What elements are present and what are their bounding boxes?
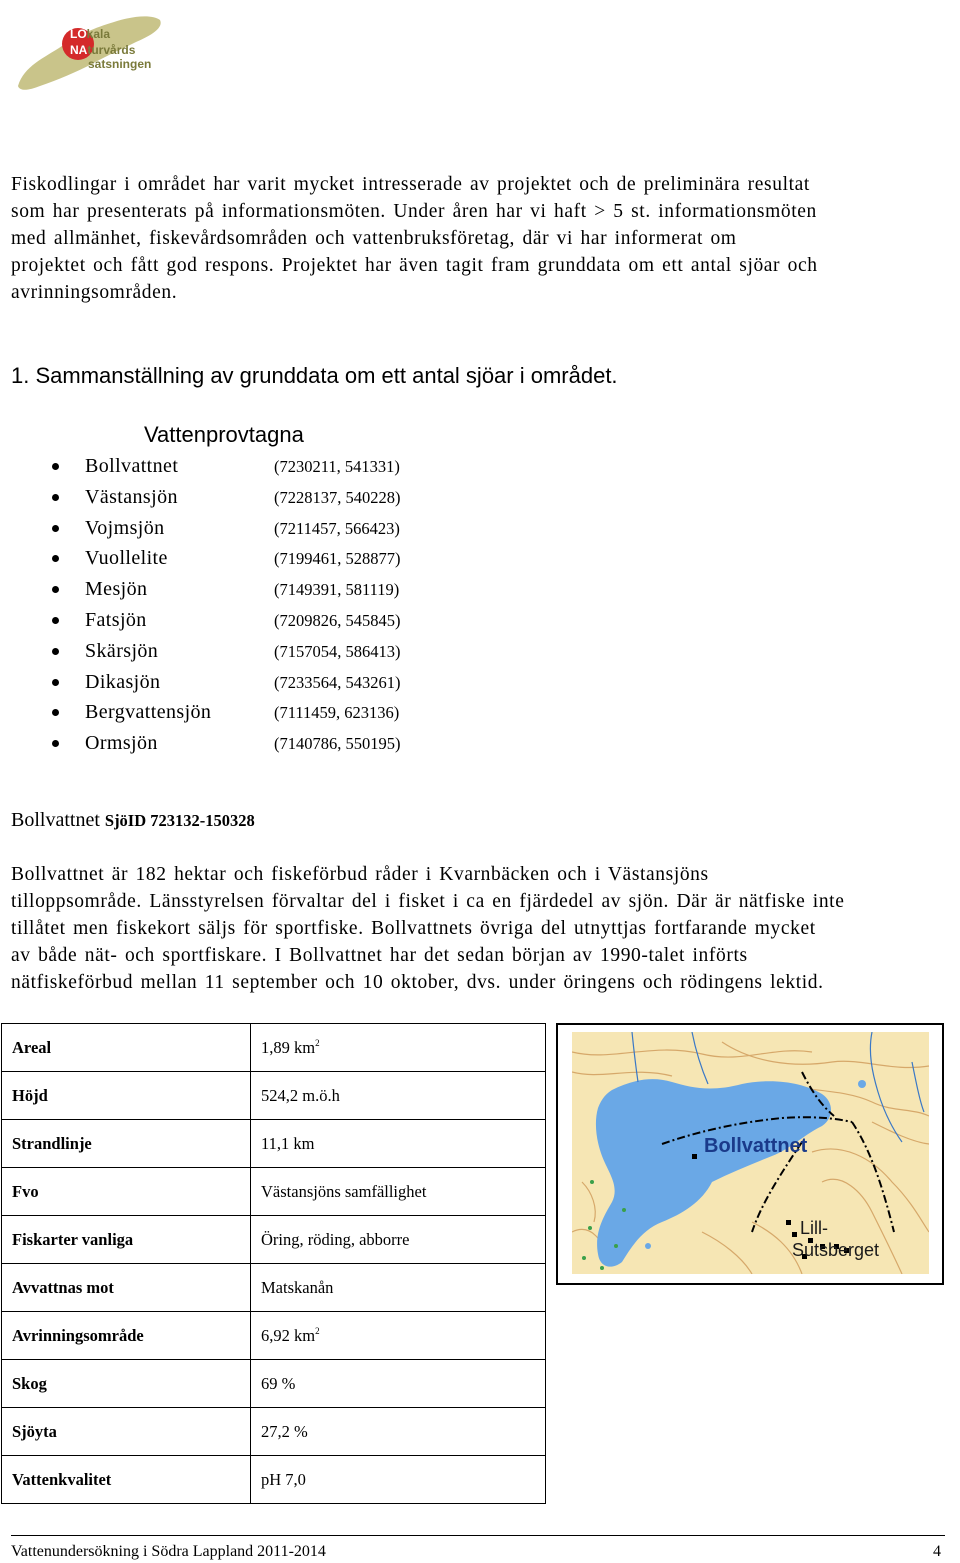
lake-name: Fatsjön bbox=[85, 608, 147, 631]
lake-coords: (7230211, 541331) bbox=[274, 457, 400, 476]
fact-key: Areal bbox=[2, 1024, 251, 1072]
svg-text:NAturvårds bbox=[70, 43, 136, 57]
lokala-naturvards-logo bbox=[14, 6, 164, 94]
table-row bbox=[2, 1120, 546, 1168]
fact-key: Avrinningsområde bbox=[2, 1312, 251, 1360]
map-hill-label-1: Lill- bbox=[800, 1218, 829, 1238]
description-line: Bollvattnet är 182 hektar och fiskeförbud råder i Kvarnbäcken och i Västansjöns bbox=[11, 864, 709, 885]
lake-description bbox=[11, 861, 943, 996]
lake-name: Skärsjön bbox=[85, 639, 159, 662]
logo-text-satsningen: satsningen bbox=[88, 57, 152, 71]
lake-facts-table bbox=[1, 1023, 546, 1504]
table-row bbox=[2, 1312, 546, 1360]
section-heading: 1. Sammanställning av grunddata om ett antal sjöar i området. bbox=[11, 363, 618, 388]
logo-text-turvards: turvårds bbox=[87, 43, 136, 57]
lake-name: Bergvattensjön bbox=[85, 701, 212, 724]
table-row bbox=[2, 1072, 546, 1120]
fact-value: 27,2 % bbox=[251, 1408, 546, 1456]
lake-coords: (7211457, 566423) bbox=[274, 518, 400, 538]
footer-divider bbox=[11, 1535, 945, 1536]
map-hill-label-2: Sutsberget bbox=[792, 1240, 880, 1260]
page-number: 4 bbox=[933, 1543, 941, 1560]
lake-coords: (7233564, 543261) bbox=[274, 672, 401, 692]
fact-key: Avvattnas mot bbox=[2, 1264, 251, 1312]
sub-heading: Vattenprovtagna bbox=[144, 422, 304, 447]
lake-name: Dikasjön bbox=[85, 670, 161, 693]
lake-title bbox=[11, 809, 255, 832]
lake-name: Mesjön bbox=[85, 578, 148, 601]
bullet-icon bbox=[52, 494, 59, 501]
bullet-icon bbox=[52, 617, 59, 624]
fact-key: Skog bbox=[2, 1360, 251, 1408]
fact-value: 69 % bbox=[251, 1360, 546, 1408]
intro-line: avrinningsområden. bbox=[11, 282, 178, 303]
fact-value: pH 7,0 bbox=[251, 1456, 546, 1504]
intro-paragraph bbox=[11, 171, 943, 306]
map-graphic bbox=[572, 1032, 929, 1274]
lake-name: Vojmsjön bbox=[85, 516, 165, 539]
table-row bbox=[2, 1216, 546, 1264]
fact-key: Höjd bbox=[2, 1072, 251, 1120]
table-row bbox=[2, 1168, 546, 1216]
table-row bbox=[2, 1456, 546, 1504]
fact-value: Matskanån bbox=[251, 1264, 546, 1312]
lake-sjoid: SjöID 723132-150328 bbox=[104, 811, 255, 830]
logo-text-lo: LO bbox=[70, 27, 87, 41]
lake-name: Ormsjön bbox=[85, 732, 158, 755]
logo-text-na: NA bbox=[70, 43, 88, 57]
footer-title: Vattenundersökning i Södra Lappland 2011-2014 bbox=[11, 1543, 326, 1560]
fact-value: 1,89 $km^2$ bbox=[251, 1024, 546, 1072]
fact-key: Strandlinje bbox=[2, 1120, 251, 1168]
description-line: tilloppsområde. Länsstyrelsen förvaltar del i fisket i ca en fjärdedel av sjön. Där är nätfiske inte bbox=[11, 891, 845, 912]
table-row bbox=[2, 1024, 546, 1072]
lake-coords: (7228137, 540228) bbox=[274, 487, 401, 507]
lake-name: Västansjön bbox=[85, 485, 178, 508]
description-line: tillåtet men fiskekort säljs för sportfiske. Bollvattnets övriga del utnyttjas fortfarande mycket bbox=[11, 918, 816, 939]
lake-map bbox=[556, 1023, 944, 1285]
bullet-icon bbox=[52, 709, 59, 716]
lake-coords: (7149391, 581119) bbox=[274, 580, 400, 600]
lake-name: Vuollelite bbox=[85, 547, 168, 570]
bullet-icon bbox=[52, 679, 59, 686]
fact-key: Sjöyta bbox=[2, 1408, 251, 1456]
bullet-icon bbox=[52, 463, 59, 470]
table-row bbox=[2, 1408, 546, 1456]
map-lake-label: Bollvattnet bbox=[704, 1135, 808, 1157]
lake-title-name: Bollvattnet bbox=[11, 809, 100, 831]
description-line: nätfiskeförbud mellan 11 september och 10 oktober, dvs. under öringens och rödingens lektid. bbox=[11, 972, 824, 993]
fact-value: 11,1 km bbox=[251, 1120, 546, 1168]
lake-coords: (7157054, 586413) bbox=[274, 641, 401, 661]
description-line: av både nät- och sportfiskare. I Bollvattnet har det sedan början av 1990-talet införts bbox=[11, 945, 748, 966]
intro-line: Fiskodlingar i området har varit mycket intresserade av projektet och de preliminära resultat bbox=[11, 174, 810, 195]
lake-name: Bollvattnet bbox=[85, 455, 179, 477]
table-row bbox=[2, 1264, 546, 1312]
svg-text:LOkala bbox=[70, 27, 110, 41]
fact-value: 6,92 $km^2$ bbox=[251, 1312, 546, 1360]
fact-value: Västansjöns samfällighet bbox=[251, 1168, 546, 1216]
lake-coords: (7209826, 545845) bbox=[274, 610, 401, 630]
fact-key: Fiskarter vanliga bbox=[2, 1216, 251, 1264]
bullet-icon bbox=[52, 740, 59, 747]
bullet-icon bbox=[52, 525, 59, 532]
lake-coords: (7199461, 528877) bbox=[274, 549, 401, 569]
intro-line: projektet och fått god respons. Projektet har även tagit fram grunddata om ett antal sjöar och bbox=[11, 255, 818, 276]
logo-text-kala: kala bbox=[86, 27, 111, 41]
fact-value: 524,2 m.ö.h bbox=[251, 1072, 546, 1120]
bullet-icon bbox=[52, 555, 59, 562]
lake-coords: (7111459, 623136) bbox=[274, 703, 400, 723]
fact-key: Vattenkvalitet bbox=[2, 1456, 251, 1504]
fact-key: Fvo bbox=[2, 1168, 251, 1216]
table-row bbox=[2, 1360, 546, 1408]
fact-value: Öring, röding, abborre bbox=[251, 1216, 546, 1264]
bullet-icon bbox=[52, 648, 59, 655]
lake-coords: (7140786, 550195) bbox=[274, 734, 401, 754]
intro-line: som har presenterats på informationsmöten. Under åren har vi haft > 5 st. informationsmöten bbox=[11, 201, 817, 222]
intro-line: med allmänhet, fiskevårdsområden och vattenbruksföretag, där vi har informerat om bbox=[11, 228, 737, 249]
bullet-icon bbox=[52, 586, 59, 593]
